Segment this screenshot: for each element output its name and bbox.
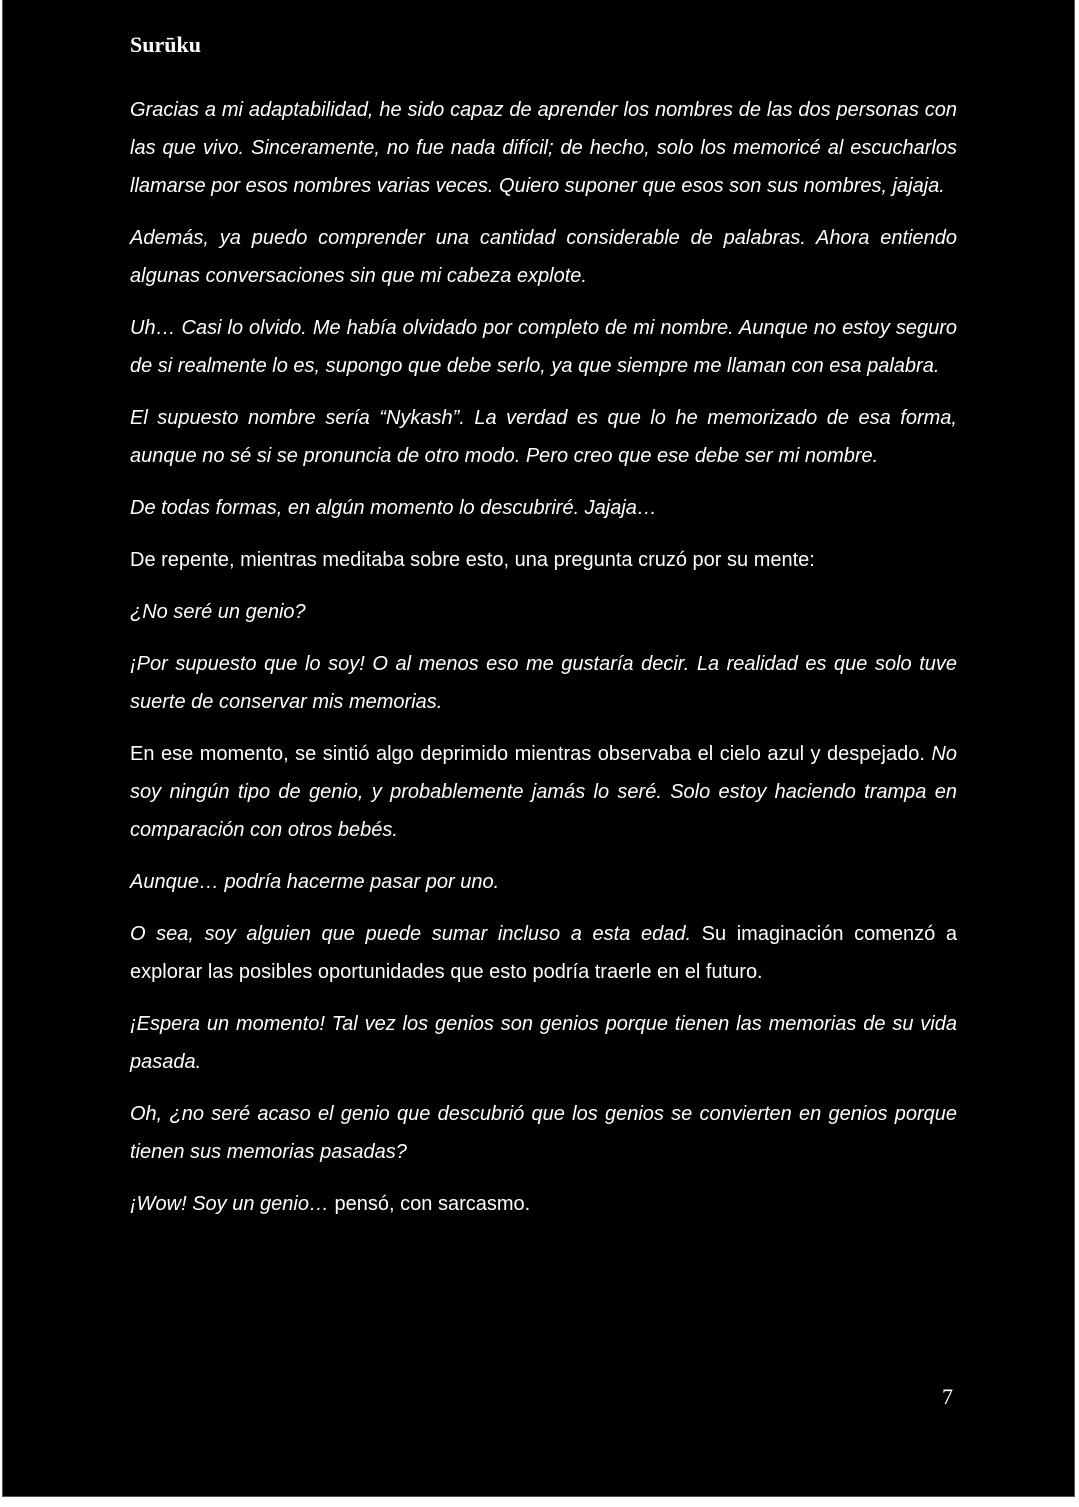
paragraph [130,735,957,849]
paragraph-text: En ese momento, se sintió algo deprimido mientras observaba el cielo azul y despejado. [130,743,932,765]
paragraph [130,399,957,475]
paragraph-text: De repente, mientras meditaba sobre esto, una pregunta cruzó por su mente: [130,549,815,571]
page-number: 7 [942,1384,953,1409]
paragraph [130,219,957,295]
paragraph-text: Gracias a mi adaptabilidad, he sido capaz de aprender los nombres de las dos personas con las que vivo. Sinceramente, no fue nada difícil; de hecho, solo los memoricé al escucharlos llamarse por esos nombres varias veces. Quiero suponer que esos son sus nombres, jajaja. [130,99,957,197]
paragraph [130,91,957,205]
paragraph-text-italic: O sea, soy alguien que puede sumar incluso a esta edad. [130,923,692,945]
document-page [2,0,1075,1497]
paragraph-text: Su imaginación comenzó a explorar las posibles oportunidades que esto podría traerle en el futuro. [130,923,957,983]
paragraph [130,645,957,721]
paragraph-text: ¡Por supuesto que lo soy! O al menos eso me gustaría decir. La realidad es que solo tuve suerte de conservar mis memorias. [130,653,957,713]
body-text [130,91,957,1237]
paragraph [130,541,957,579]
paragraph [130,915,957,991]
paragraph [130,1095,957,1171]
paragraph-text: Oh, ¿no seré acaso el genio que descubrió que los genios se convierten en genios porque tienen sus memorias pasadas? [130,1103,957,1163]
paragraph-text: Aunque… podría hacerme pasar por uno. [130,871,500,893]
paragraph [130,863,957,901]
running-header-title: Surūku [130,32,201,57]
paragraph [130,593,957,631]
paragraph [130,1185,957,1223]
paragraph-text: Además, ya puedo comprender una cantidad considerable de palabras. Ahora entiendo algunas conversaciones sin que mi cabeza explote. [130,227,957,287]
paragraph [130,309,957,385]
paragraph-text-italic: No soy ningún tipo de genio, y probablemente jamás lo seré. Solo estoy haciendo trampa en comparación con otros bebés. [130,743,957,841]
paragraph [130,489,957,527]
paragraph [130,1005,957,1081]
paragraph-text: pensó, con sarcasmo. [328,1193,531,1215]
paragraph-text: ¿No seré un genio? [130,601,306,623]
paragraph-text-italic: ¡Wow! Soy un genio… [130,1193,329,1215]
paragraph-text: ¡Espera un momento! Tal vez los genios son genios porque tienen las memorias de su vida pasada. [130,1013,957,1073]
paragraph-text: El supuesto nombre sería “Nykash”. La verdad es que lo he memorizado de esa forma, aunque no sé si se pronuncia de otro modo. Pero creo que ese debe ser mi nombre. [130,407,957,467]
paragraph-text: Uh… Casi lo olvido. Me había olvidado por completo de mi nombre. Aunque no estoy seguro de si realmente lo es, supongo que debe serlo, ya que siempre me llaman con esa palabra. [130,317,957,377]
paragraph-text: De todas formas, en algún momento lo descubriré. Jajaja… [130,497,657,519]
